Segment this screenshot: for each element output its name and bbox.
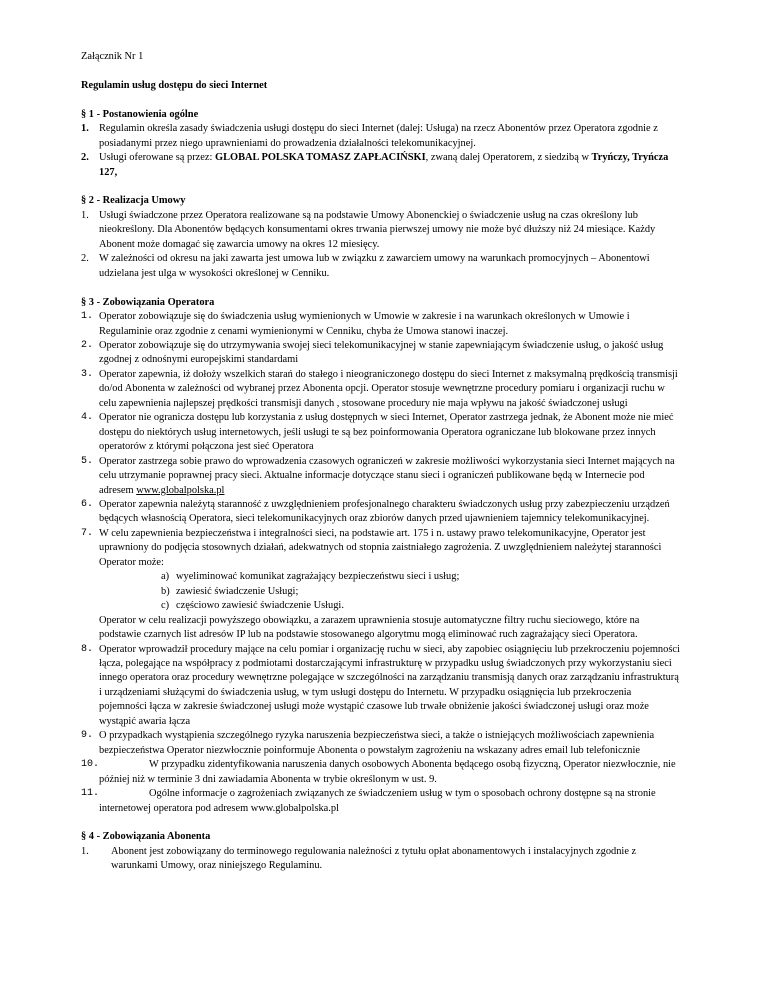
item-number: 7. bbox=[81, 527, 94, 539]
s3-item-7 bbox=[81, 527, 680, 570]
section-3-heading: § 3 - Zobowiązania Operatora bbox=[81, 296, 215, 308]
item-number: 9. bbox=[81, 730, 94, 742]
item-number: 6. bbox=[81, 498, 94, 510]
subitem-text: zawiesić świadczenie Usługi; bbox=[176, 585, 299, 597]
item-text: Usługi oferowane są przez: bbox=[99, 152, 215, 164]
section-4-heading: § 4 - Zobowiązania Abonenta bbox=[81, 831, 211, 843]
item-number: 2. bbox=[81, 253, 89, 265]
s2-item-2 bbox=[81, 252, 680, 281]
item-number: 10. bbox=[81, 759, 100, 771]
s3-item-5 bbox=[81, 455, 680, 498]
operator-name: GLOBAL POLSKA TOMASZ ZAPŁACIŃSKI bbox=[214, 152, 426, 164]
item-text: Operator zastrzega sobie prawo do wprowadzenia czasowych ograniczeń w zakresie możliwości wykorzystania sieci Internet mających na celu utrzymanie poprawnej pracy sieci. Aktualne informacje dotyczące stanu sieci i ograniczeń publikowane będą w Internecie pod adresem bbox=[99, 455, 675, 496]
s3-item-6 bbox=[81, 498, 680, 527]
operator-address: Tryńczy, Tryńcza 127, bbox=[99, 152, 669, 178]
item-number: 2. bbox=[81, 340, 94, 351]
section-2-heading: § 2 - Realizacja Umowy bbox=[81, 195, 186, 207]
s3-subitem-a bbox=[81, 570, 680, 584]
item-text: Operator zobowiązuje się do świadczenia usług wymienionych w Umowie w zakresie i na warunkach określonych w Umowie i Regulaminie oraz zgodnie z cenami wymienionymi w Cenniku, chyba że Umowa stanowi inaczej. bbox=[99, 311, 630, 337]
item-text: Operator wprowadził procedury mające na celu pomiar i organizację ruchu w sieci, aby zapobiec osiągnięciu lub przekroczeniu pojemności łącza, polegające na współpracy z podmiotami dostarczającymi infrastrukturę w przypadku usług świadczonych przy wykorzystaniu sieci innego operatora oraz procedury wewnętrzne polegające w szczególności na zarządzaniu transmisją danych oraz zarządzaniu infrastrukturą i urządzeniami służącymi do świadczenia usług, w tym usługi dostępu do Internetu. W przypadku osiągnięcia lub przekroczenia pojemności łącza w zakresie świadczonej usługi może wystąpić czasowe lub trwałe obniżenie jakości świadczonej usługi oraz może wystąpić awaria łącza bbox=[99, 643, 680, 727]
item-text: Abonent jest zobowiązany do terminowego regulowania należności z tytułu opłat abonamentowych i instalacyjnych zgodnie z warunkami Umowy, oraz niniejszego Regulaminu. bbox=[111, 845, 637, 872]
item-text: O przypadkach wystąpienia szczególnego ryzyka naruszenia bezpieczeństwa sieci, a także o istniejących możliwościach zapewnienia bezpieczeństwa Operator niezwłocznie poinformuje Abonenta o powstałym zagrożeniu na wskazany adres email lub telefonicznie bbox=[99, 730, 655, 756]
item-number: 3. bbox=[81, 368, 94, 380]
item-number: 1. bbox=[81, 209, 89, 221]
item-text: Regulamin określa zasady świadczenia usługi dostępu do sieci Internet (dalej: Usługa) na rzecz Abonentów przez Operatora zgodnie z posiadanymi przez niego uprawnieniami do prowadzenia działalności telekomunikacyjnej. bbox=[99, 123, 658, 149]
item-text: Usługi świadczone przez Operatora realizowane są na podstawie Umowy Abonenckiej o świadczenie usług na czas określony lub nieokreślony. Dla Abonentów będących konsumentami okres trwania pierwszej umowy nie może być dłuższy niż 24 miesiące. Każdy Abonent może domagać się zawarcia umowy na okres 12 miesięcy. bbox=[99, 209, 656, 250]
item-text: W celu zapewnienia bezpieczeństwa i integralności sieci, na podstawie art. 175 i n. ustawy prawo telekomunikacyjne, Operator jest uprawniony do podjęcia stosownych działań, adekwatnych od stopnia zaistniałego zagrożenia. Z uwzględnieniem należytej staranności Operator może: bbox=[99, 527, 662, 568]
subitem-text: wyeliminować komunikat zagrażający bezpieczeństwu sieci i usług; bbox=[176, 571, 460, 583]
subitem-letter: b) bbox=[161, 585, 170, 597]
item-text: Ogólne informacje o zagrożeniach związanych ze świadczeniem usług w tym o sposobach ochrony dostępne są na stronie internetowej operatora pod adresem www.globalpolska.pl bbox=[99, 788, 656, 814]
s4-item-1 bbox=[81, 845, 680, 874]
annex-label: Załącznik Nr 1 bbox=[81, 51, 144, 62]
section-1-heading: § 1 - Postanowienia ogólne bbox=[81, 108, 199, 120]
s3-item-9 bbox=[81, 729, 680, 758]
item-number: 8. bbox=[81, 643, 94, 655]
s3-item-7-continuation: Operator w celu realizacji powyższego obowiązku, a zarazem uprawnienia stosuje automatyczne filtry ruchu sieciowego, które na podstawie czarnych list adresów IP lub na podstawie stosowanego algorytmu mogą eliminować ruch zagrażający sieci Operatora. bbox=[99, 614, 640, 641]
item-number: 2. bbox=[81, 152, 89, 164]
subitem-letter: c) bbox=[161, 600, 170, 612]
item-number: 4. bbox=[81, 412, 94, 424]
item-number: 1. bbox=[81, 123, 89, 135]
item-text: Operator zobowiązuje się do utrzymywania swojej sieci telekomunikacyjnej w stanie zapewniającym świadczenie usług, o jakość usług zgodnej z odnośnymi europejskimi standardami bbox=[99, 340, 664, 366]
subitem-letter: a) bbox=[161, 571, 170, 583]
s3-item-3 bbox=[81, 368, 680, 411]
item-text: Operator nie ogranicza dostępu lub korzystania z usług dostępnych w sieci Internet, Operator zastrzega jednak, że Abonent może nie mieć dostępu do niektórych usług internetowych, jeśli usługi te są bez poinformowania Operatora ograniczane lub blokowane przez innych operatorów z którymi połączona jest sieć Operatora bbox=[99, 412, 674, 453]
s3-item-2 bbox=[81, 339, 680, 368]
item-text: Operator zapewnia, iż dołoży wszelkich starań do stałego i nieograniczonego dostępu do sieci Internet z maksymalną prędkością transmisji do/od Abonenta w zależności od wybranej przez Abonenta opcji. Operator stosuje wewnętrzne procedury pomiaru i organizacji ruchu w celu zapewnienia najlepszej prędkości transmisji danych , stosowane procedury nie maja wpływu na jakość świadczonej usługi bbox=[99, 368, 678, 409]
s1-item-2 bbox=[81, 151, 680, 180]
s3-subitem-b bbox=[81, 585, 680, 599]
s1-item-1 bbox=[81, 122, 680, 151]
item-number: 5. bbox=[81, 455, 94, 467]
item-number: 1. bbox=[81, 845, 89, 857]
s3-item-4 bbox=[81, 411, 680, 454]
item-number: 1. bbox=[81, 311, 94, 323]
item-text: , zwaną dalej Operatorem, z siedzibą w bbox=[425, 152, 592, 164]
document-title: Regulamin usług dostępu do sieci Internet bbox=[81, 79, 268, 91]
item-text: W zależności od okresu na jaki zawarta jest umowa lub w związku z zawarciem umowy na warunkach promocyjnych – Abonentowi udzielana jest ulga w wysokości określonej w Cenniku. bbox=[99, 253, 650, 279]
item-number: 11. bbox=[81, 788, 100, 800]
subitem-text: częściowo zawiesić świadczenie Usługi. bbox=[176, 600, 344, 612]
s3-item-11 bbox=[81, 787, 680, 816]
s3-item-10 bbox=[81, 758, 680, 787]
s2-item-1 bbox=[81, 209, 680, 252]
website-link[interactable]: www.globalpolska.pl bbox=[136, 484, 225, 496]
s3-item-1 bbox=[81, 310, 680, 339]
s3-subitem-c bbox=[81, 599, 680, 613]
s3-item-8 bbox=[81, 643, 680, 730]
item-text: W przypadku zidentyfikowania naruszenia danych osobowych Abonenta będącego osobą fizyczną, Operator niezwłocznie, nie później niż w terminie 3 dni zawiadamia Abonenta w trybie określonym w ust. 9. bbox=[99, 759, 676, 785]
item-text: Operator zapewnia należytą staranność z uwzględnieniem profesjonalnego charakteru świadczonych usług przy zabezpieczeniu urządzeń będących własnością Operatora, sieci telekomunikacyjnych oraz zbiorów danych przed ujawnieniem tajemnicy telekomunikacyjnej. bbox=[99, 498, 670, 525]
